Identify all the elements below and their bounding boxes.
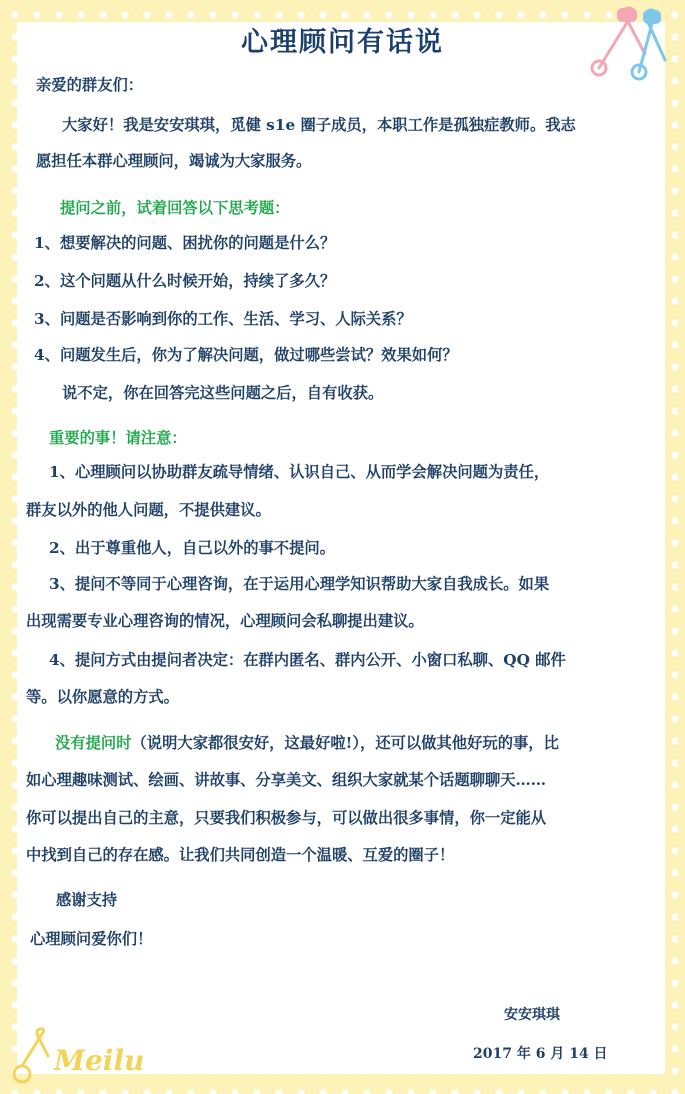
no-question-line-1-rest: （说明大家都很安好，这最好啦!），还可以做其他好玩的事，比 — [131, 734, 559, 752]
no-question-label: 没有提问时 — [55, 734, 132, 752]
notice-heading: 重要的事！请注意： — [49, 429, 187, 447]
no-question-line-4: 中找到自己的存在感。让我们共同创造一个温暖、互爱的圈子！ — [26, 846, 455, 864]
notice-item-1-line-2: 群友以外的他人问题，不提供建议。 — [26, 501, 271, 519]
question-item-1: 1、想要解决的问题、困扰你的问题是什么？ — [34, 234, 336, 252]
notice-item-4-line-2: 等。以你愿意的方式。 — [26, 688, 179, 706]
questions-heading: 提问之前，试着回答以下思考题： — [60, 199, 290, 217]
intro-line-1: 大家好！我是安安琪琪，觅健 s1e 圈子成员，本职工作是孤独症教师。我志 — [62, 116, 576, 134]
intro-line-2: 愿担任本群心理顾问，竭诚为大家服务。 — [36, 152, 312, 170]
no-question-line-3: 你可以提出自己的主意，只要我们积极参与，可以做出很多事情，你一定能从 — [26, 809, 547, 827]
love-text: 心理顾问爱你们！ — [30, 930, 153, 948]
notice-item-2-line-1: 2、出于尊重他人，自己以外的事不提问。 — [49, 539, 335, 557]
signature-date: 2017 年 6 月 14 日 — [473, 1046, 608, 1062]
notice-item-3-line-1: 3、提问不等同于心理咨询，在于运用心理学知识帮助大家自我成长。如果 — [49, 575, 550, 593]
question-item-2: 2、这个问题从什么时候开始，持续了多久？ — [34, 272, 336, 290]
questions-closing: 说不定，你在回答完这些问题之后，自有收获。 — [62, 384, 384, 402]
page-title: 心理顾问有话说 — [241, 27, 444, 58]
no-question-line-2: 如心理趣味测试、绘画、讲故事、分享美文、组织大家就某个话题聊聊天…… — [26, 771, 547, 789]
no-question-line-1 — [55, 736, 685, 751]
greeting: 亲爱的群友们： — [36, 76, 144, 94]
logo-text: Meilu — [54, 1044, 145, 1077]
question-item-3: 3、问题是否影响到你的工作、生活、学习、人际关系？ — [34, 310, 412, 328]
signature-name: 安安琪琪 — [504, 1007, 560, 1023]
notice-item-3-line-2: 出现需要专业心理咨询的情况，心理顾问会私聊提出建议。 — [26, 612, 424, 630]
meilu-logo — [8, 1026, 158, 1088]
question-item-4: 4、问题发生后，你为了解决问题，做过哪些尝试？效果如何？ — [34, 346, 458, 364]
notice-item-4-line-1: 4、提问方式由提问者决定：在群内匿名、群内公开、小窗口私聊、QQ 邮件 — [49, 651, 566, 669]
thanks-text: 感谢支持 — [56, 891, 118, 909]
notice-item-1-line-1: 1、心理顾问以协助群友疏导情绪、认识自己、从而学会解决问题为责任， — [49, 463, 550, 481]
